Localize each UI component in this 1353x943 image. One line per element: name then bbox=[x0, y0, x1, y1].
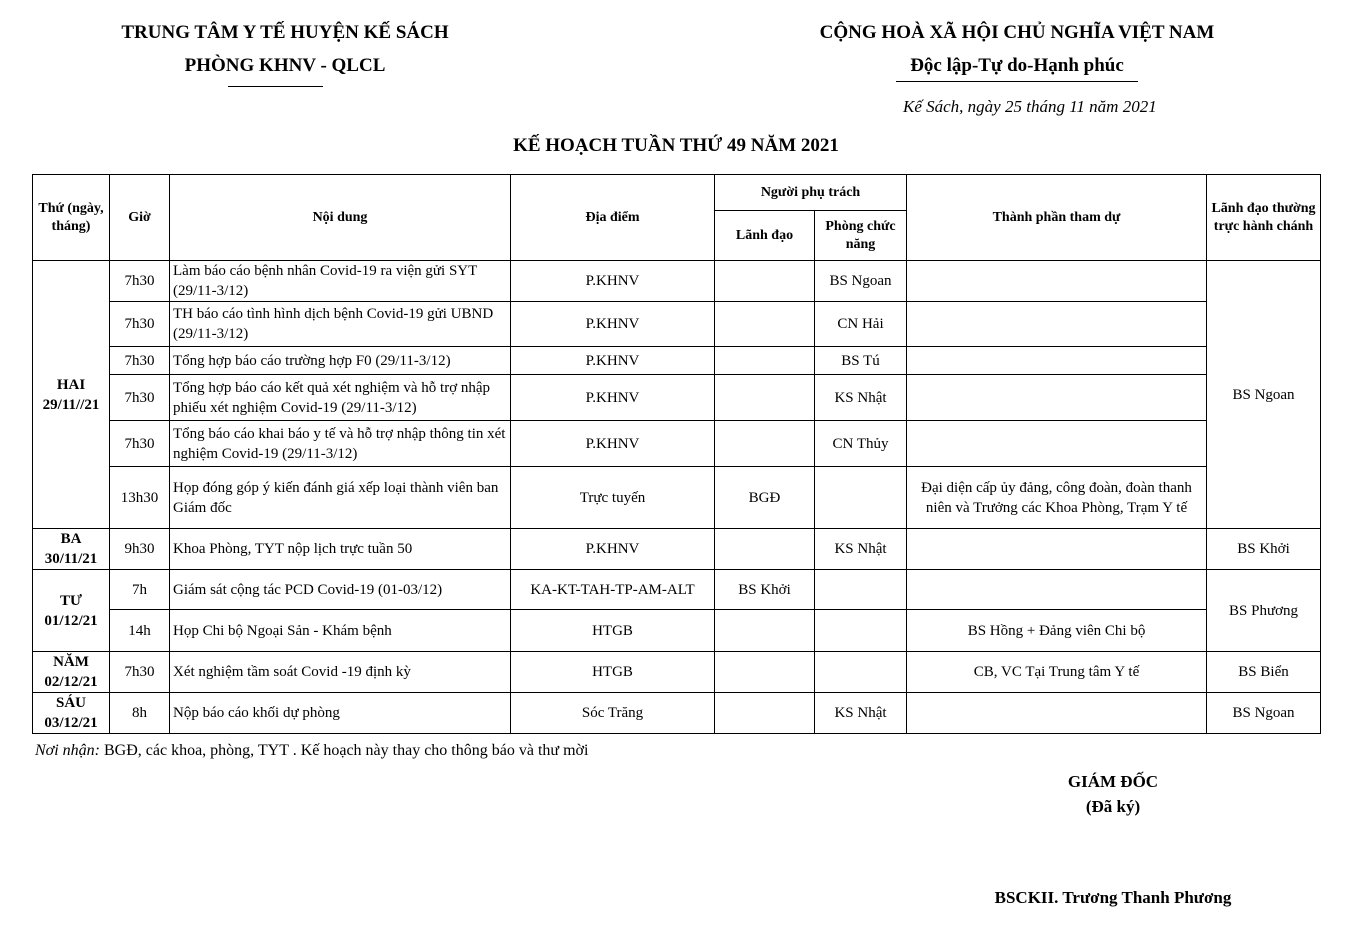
day-cell bbox=[33, 652, 110, 693]
table-row bbox=[33, 261, 1321, 302]
dept-cell bbox=[815, 610, 907, 652]
content-cell: Làm báo cáo bệnh nhân Covid-19 ra viện gửi SYT (29/11-3/12) bbox=[170, 261, 511, 302]
participants-cell bbox=[907, 570, 1207, 610]
day-date: 29/11//21 bbox=[42, 396, 100, 413]
time-cell: 7h30 bbox=[110, 261, 170, 302]
dept-cell bbox=[815, 570, 907, 610]
department-name: PHÒNG KHNV - QLCL bbox=[184, 55, 386, 76]
participants-cell bbox=[907, 529, 1207, 570]
dept-cell: BS Tú bbox=[815, 347, 907, 375]
dept-cell bbox=[815, 652, 907, 693]
time-cell: 8h bbox=[110, 693, 170, 734]
document-title: KẾ HOẠCH TUẦN THỨ 49 NĂM 2021 bbox=[513, 135, 839, 156]
participants-cell bbox=[907, 302, 1207, 347]
leader-cell: BS Khởi bbox=[715, 570, 815, 610]
signer-name: BSCKII. Trương Thanh Phương bbox=[994, 888, 1232, 907]
participants-cell bbox=[907, 261, 1207, 302]
location-cell: P.KHNV bbox=[511, 347, 715, 375]
table-row bbox=[33, 610, 1321, 652]
leader-cell bbox=[715, 610, 815, 652]
leader-cell bbox=[715, 421, 815, 467]
table-row bbox=[33, 347, 1321, 375]
content-cell: Họp đóng góp ý kiến đánh giá xếp loại thành viên ban Giám đốc bbox=[170, 467, 511, 529]
day-cell bbox=[33, 693, 110, 734]
day-name: HAI bbox=[56, 376, 86, 393]
day-name: BA bbox=[60, 531, 82, 547]
content-cell: Họp Chi bộ Ngoại Sản - Khám bệnh bbox=[170, 610, 511, 652]
content-cell: Tổng báo cáo khai báo y tế và hỗ trợ nhập thông tin xét nghiệm Covid-19 (29/11-3/12) bbox=[170, 421, 511, 467]
header-location: Địa điểm bbox=[511, 175, 715, 261]
dept-cell: CN Thủy bbox=[815, 421, 907, 467]
day-date: 01/12/21 bbox=[44, 612, 98, 629]
country-name: CỘNG HOÀ XÃ HỘI CHỦ NGHĨA VIỆT NAM bbox=[819, 22, 1215, 43]
org-name: TRUNG TÂM Y TẾ HUYỆN KẾ SÁCH bbox=[121, 22, 449, 43]
day-date: 30/11/21 bbox=[44, 551, 98, 567]
location-cell: HTGB bbox=[511, 652, 715, 693]
content-cell: TH báo cáo tình hình dịch bệnh Covid-19 gửi UBND (29/11-3/12) bbox=[170, 302, 511, 347]
admin-leader-cell: BS Phương bbox=[1207, 570, 1321, 652]
table-row bbox=[33, 302, 1321, 347]
time-cell: 7h30 bbox=[110, 302, 170, 347]
header-leader: Lãnh đạo bbox=[715, 211, 815, 261]
dept-cell bbox=[815, 467, 907, 529]
table-row bbox=[33, 375, 1321, 421]
leader-cell bbox=[715, 693, 815, 734]
day-date: 02/12/21 bbox=[44, 674, 98, 690]
motto-underline bbox=[896, 81, 1138, 82]
leader-cell bbox=[715, 261, 815, 302]
location-cell: P.KHNV bbox=[511, 261, 715, 302]
table-row bbox=[33, 421, 1321, 467]
admin-leader-cell: BS Khởi bbox=[1207, 529, 1321, 570]
participants-cell: CB, VC Tại Trung tâm Y tế bbox=[907, 652, 1207, 693]
time-cell: 9h30 bbox=[110, 529, 170, 570]
leader-cell bbox=[715, 302, 815, 347]
location-cell: P.KHNV bbox=[511, 421, 715, 467]
header-day: Thứ (ngày, tháng) bbox=[33, 175, 110, 261]
day-name: SÁU bbox=[55, 695, 86, 711]
participants-cell bbox=[907, 375, 1207, 421]
signer-note: (Đã ký) bbox=[1085, 797, 1141, 816]
location-cell: P.KHNV bbox=[511, 375, 715, 421]
day-cell bbox=[33, 529, 110, 570]
dept-cell: CN Hải bbox=[815, 302, 907, 347]
leader-cell bbox=[715, 529, 815, 570]
day-date: 03/12/21 bbox=[44, 715, 98, 731]
day-cell bbox=[33, 570, 110, 652]
participants-cell: BS Hồng + Đảng viên Chi bộ bbox=[907, 610, 1207, 652]
recipients bbox=[35, 742, 588, 760]
participants-cell: Đại diện cấp ủy đảng, công đoàn, đoàn thanh niên và Trưởng các Khoa Phòng, Trạm Y tế bbox=[907, 467, 1207, 529]
table-row bbox=[33, 570, 1321, 610]
day-cell bbox=[33, 261, 110, 529]
content-cell: Xét nghiệm tầm soát Covid -19 định kỳ bbox=[170, 652, 511, 693]
table-row bbox=[33, 652, 1321, 693]
location-cell: HTGB bbox=[511, 610, 715, 652]
header-dept: Phòng chức năng bbox=[815, 211, 907, 261]
header-time: Giờ bbox=[110, 175, 170, 261]
admin-leader-cell: BS Biển bbox=[1207, 652, 1321, 693]
time-cell: 7h30 bbox=[110, 375, 170, 421]
admin-leader-cell: BS Ngoan bbox=[1207, 693, 1321, 734]
participants-cell bbox=[907, 421, 1207, 467]
time-cell: 7h30 bbox=[110, 421, 170, 467]
table-row bbox=[33, 467, 1321, 529]
time-cell: 14h bbox=[110, 610, 170, 652]
table-row bbox=[33, 693, 1321, 734]
participants-cell bbox=[907, 347, 1207, 375]
time-cell: 7h30 bbox=[110, 652, 170, 693]
schedule-table bbox=[32, 174, 1321, 734]
header-content: Nội dung bbox=[170, 175, 511, 261]
org-underline bbox=[228, 86, 323, 87]
dept-cell: BS Ngoan bbox=[815, 261, 907, 302]
dept-cell: KS Nhật bbox=[815, 375, 907, 421]
admin-leader-cell: BS Ngoan bbox=[1207, 261, 1321, 529]
recipients-label: Nơi nhận: bbox=[35, 742, 100, 759]
location-cell: Sóc Trăng bbox=[511, 693, 715, 734]
time-cell: 7h bbox=[110, 570, 170, 610]
header-responsible: Người phụ trách bbox=[715, 175, 907, 211]
leader-cell bbox=[715, 375, 815, 421]
header-admin-leader: Lãnh đạo thường trực hành chánh bbox=[1207, 175, 1321, 261]
recipients-text: BGĐ, các khoa, phòng, TYT . Kế hoạch này thay cho thông báo và thư mời bbox=[99, 742, 589, 759]
motto: Độc lập-Tự do-Hạnh phúc bbox=[910, 55, 1124, 76]
place-date: Kế Sách, ngày 25 tháng 11 năm 2021 bbox=[903, 97, 1157, 116]
table-row bbox=[33, 529, 1321, 570]
day-name: TƯ bbox=[60, 592, 82, 609]
day-name: NĂM bbox=[53, 654, 89, 670]
content-cell: Tổng hợp báo cáo trường hợp F0 (29/11-3/12) bbox=[170, 347, 511, 375]
time-cell: 7h30 bbox=[110, 347, 170, 375]
content-cell: Nộp báo cáo khối dự phòng bbox=[170, 693, 511, 734]
location-cell: P.KHNV bbox=[511, 302, 715, 347]
leader-cell bbox=[715, 347, 815, 375]
participants-cell bbox=[907, 693, 1207, 734]
dept-cell: KS Nhật bbox=[815, 693, 907, 734]
header-participants: Thành phần tham dự bbox=[907, 175, 1207, 261]
leader-cell bbox=[715, 652, 815, 693]
location-cell: P.KHNV bbox=[511, 529, 715, 570]
content-cell: Khoa Phòng, TYT nộp lịch trực tuần 50 bbox=[170, 529, 511, 570]
content-cell: Tổng hợp báo cáo kết quả xét nghiệm và hỗ trợ nhập phiếu xét nghiệm Covid-19 (29/11-3/12) bbox=[170, 375, 511, 421]
leader-cell: BGĐ bbox=[715, 467, 815, 529]
time-cell: 13h30 bbox=[110, 467, 170, 529]
signer-title: GIÁM ĐỐC bbox=[1067, 772, 1159, 791]
location-cell: Trực tuyến bbox=[511, 467, 715, 529]
content-cell: Giám sát cộng tác PCD Covid-19 (01-03/12) bbox=[170, 570, 511, 610]
dept-cell: KS Nhật bbox=[815, 529, 907, 570]
location-cell: KA-KT-TAH-TP-AM-ALT bbox=[511, 570, 715, 610]
